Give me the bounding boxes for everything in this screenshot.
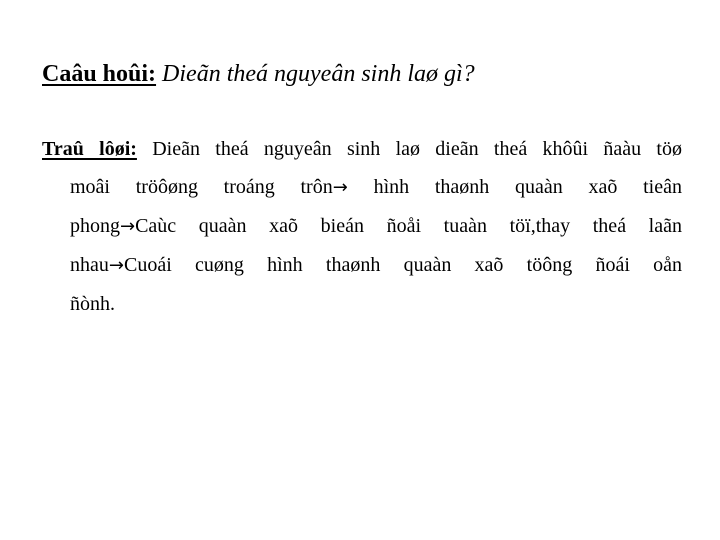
answer-paragraph	[42, 130, 682, 323]
answer-line-5	[42, 285, 682, 323]
question-label: Caâu hoûi:	[42, 61, 157, 87]
answer-line-3-before: phong	[70, 215, 120, 237]
right-arrow-icon: →	[332, 177, 348, 198]
answer-line-3-after: Caùc quaàn xaõ bieán ñoåi tuaàn töï,thay theá laãn	[135, 215, 682, 237]
answer-line-1-text: Dieãn theá nguyeân sinh laø dieãn theá khôûi ñaàu töø	[152, 138, 682, 160]
answer-line-2-before: moâi tröôøng troáng trôn	[70, 176, 333, 198]
answer-line-1	[42, 130, 682, 168]
right-arrow-icon: →	[120, 216, 136, 237]
answer-line-5-text: ñònh.	[70, 293, 115, 315]
right-arrow-icon: →	[108, 255, 124, 276]
answer-label: Traû lôøi:	[42, 138, 137, 160]
answer-line-2	[42, 168, 682, 207]
answer-line-4	[42, 246, 682, 285]
answer-line-4-before: nhau	[70, 254, 109, 276]
answer-line-2-after: hình thaønh quaàn xaõ tieân	[347, 176, 682, 198]
answer-line-3	[42, 207, 682, 246]
question-text: Dieãn theá nguyeân sinh laø gì?	[162, 61, 475, 87]
answer-line-4-after: Cuoái cuøng hình thaønh quaàn xaõ töông ñoái oån	[123, 254, 682, 276]
question-paragraph	[42, 56, 682, 92]
